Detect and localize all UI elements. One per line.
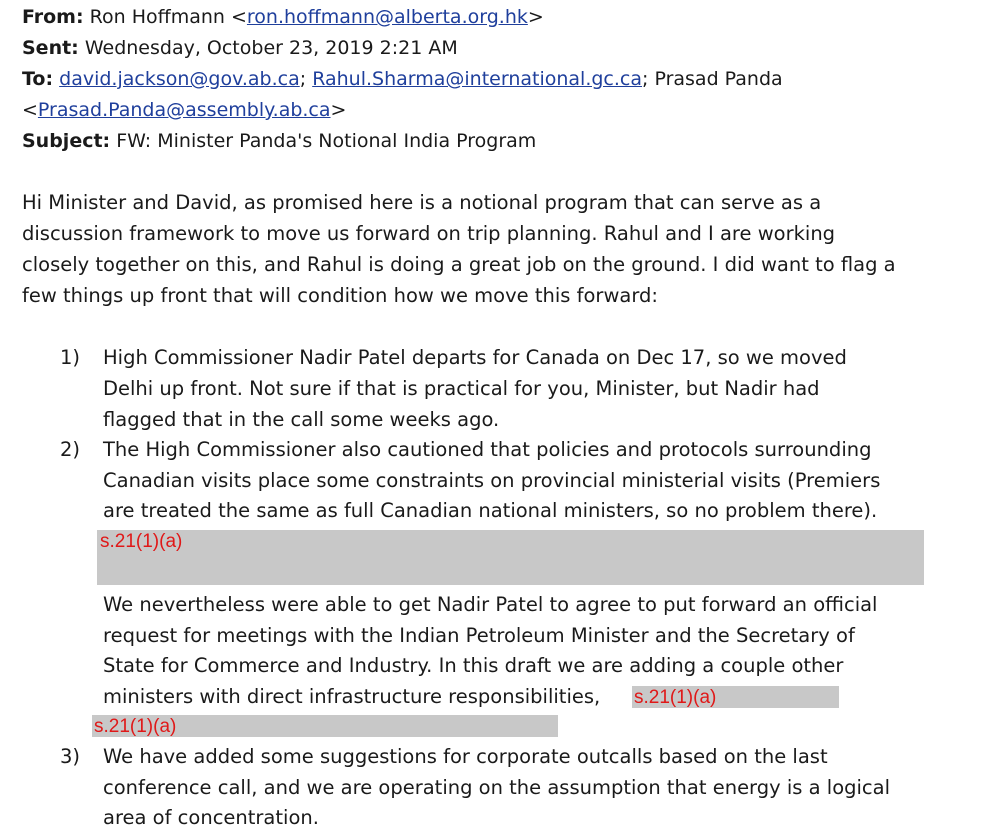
subject-value: FW: Minister Panda's Notional India Program [116,130,537,152]
to-email-panda-link[interactable]: Prasad.Panda@assembly.ab.ca [37,99,331,121]
sent-label: Sent: [22,37,79,59]
from-label: From: [22,6,84,28]
list-item-line: request for meetings with the Indian Petroleum Minister and the Secretary of [103,624,855,647]
list-item-line: State for Commerce and Industry. In this draft we are adding a couple other [103,654,844,677]
redaction-label: s.21(1)(a) [94,716,177,737]
list-item-line: ministers with direct infrastructure responsibilities, [103,685,601,708]
list-item-line: We have added some suggestions for corporate outcalls based on the last [103,745,828,768]
list-item-line: The High Commissioner also cautioned that policies and protocols surrounding [103,438,872,461]
intro-line: Hi Minister and David, as promised here is a notional program that can serve as a [22,191,822,214]
list-item-line: conference call, and we are operating on the assumption that energy is a logical [103,776,891,799]
list-item-line: We nevertheless were able to get Nadir Patel to agree to put forward an official [103,593,878,616]
list-item-line: Canadian visits place some constraints on provincial ministerial visits (Premiers [103,469,881,492]
to-email-jackson-link[interactable]: david.jackson@gov.ab.ca [59,68,300,90]
list-item-line: area of concentration. [103,806,319,829]
to-close: > [330,99,347,121]
to-separator-1: ; [299,68,313,90]
from-close: > [527,6,544,28]
to-separator-2: ; Prasad Panda [642,68,783,90]
from-email-link[interactable]: ron.hoffmann@alberta.org.hk [246,6,528,28]
list-number: 1) [60,346,81,369]
sent-line [22,33,458,64]
to-email-sharma-link[interactable]: Rahul.Sharma@international.gc.ca [312,68,643,90]
intro-line: discussion framework to move us forward on trip planning. Rahul and I are working [22,222,836,245]
to-line-continued [22,95,346,126]
sent-value: Wednesday, October 23, 2019 2:21 AM [84,37,458,59]
from-line [22,2,544,33]
list-item-line: Delhi up front. Not sure if that is practical for you, Minister, but Nadir had [103,377,820,400]
to-label: To: [22,68,54,90]
intro-line: closely together on this, and Rahul is doing a great job on the ground. I did want to flag a [22,253,896,276]
list-item-line: flagged that in the call some weeks ago. [103,408,500,431]
redaction-block [97,530,924,585]
subject-line [22,126,536,157]
to-line [22,64,783,95]
redaction-label: s.21(1)(a) [100,531,183,552]
list-item-line: are treated the same as full Canadian national ministers, so no problem there). [103,499,878,522]
list-number: 2) [60,438,81,461]
subject-label: Subject: [22,130,111,152]
intro-line: few things up front that will condition how we move this forward: [22,284,658,307]
to-open: < [22,99,38,121]
list-number: 3) [60,745,81,768]
list-item-line: High Commissioner Nadir Patel departs for Canada on Dec 17, so we moved [103,346,847,369]
redaction-label: s.21(1)(a) [634,687,717,708]
from-name: Ron Hoffmann < [89,6,247,28]
